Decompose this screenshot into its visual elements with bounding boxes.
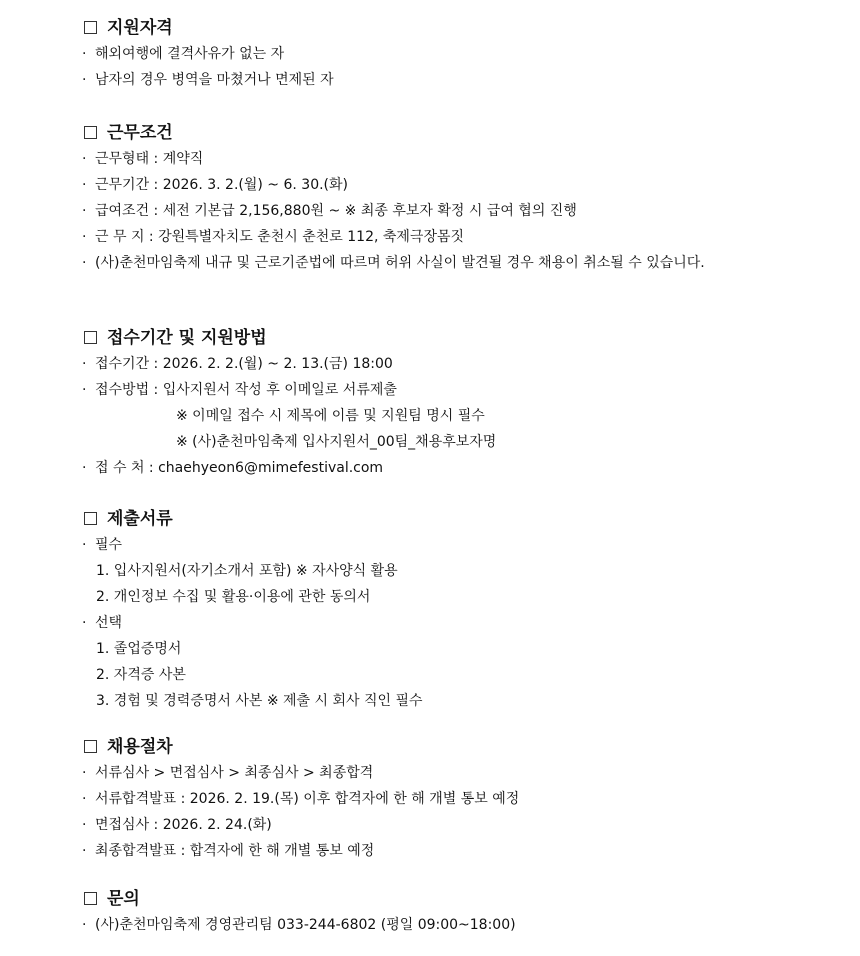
list-item-text: 근무형태 : 계약직 <box>95 151 204 167</box>
list-item <box>82 455 842 481</box>
section-process <box>82 734 842 864</box>
section-contact <box>82 886 842 938</box>
list-item-text: 선택 <box>95 615 123 631</box>
section-qualifications <box>82 15 842 93</box>
list-item <box>82 838 842 864</box>
list-item <box>82 198 842 224</box>
section-heading-text: 제출서류 <box>107 509 173 529</box>
list-item-text: 서류합격발표 : 2026. 2. 19.(목) 이후 합격자에 한 해 개별 통보 예정 <box>95 791 520 807</box>
bullet-icon: · <box>82 382 87 398</box>
list-item-text: 면접심사 : 2026. 2. 24.(화) <box>95 817 272 833</box>
list-item-text: 급여조건 : 세전 기본급 2,156,880원 ~ ※ 최종 후보자 확정 시 급여 협의 진행 <box>95 203 577 219</box>
bullet-icon: · <box>82 72 87 88</box>
section-heading-text: 근무조건 <box>107 123 173 143</box>
bullet-icon: · <box>82 615 87 631</box>
bullet-icon: · <box>82 791 87 807</box>
numbered-item: 2. 자격증 사본 <box>96 667 186 683</box>
list-item <box>82 812 842 838</box>
list-item-text: 서류심사 > 면접심사 > 최종심사 > 최종합격 <box>95 765 374 781</box>
list-item-text: 근 무 지 : 강원특별자치도 춘천시 춘천로 112, 축제극장몸짓 <box>95 229 465 245</box>
list-item <box>82 377 842 403</box>
section-heading <box>82 886 842 912</box>
numbered-item: 1. 입사지원서(자기소개서 포함) ※ 자사양식 활용 <box>96 563 398 579</box>
list-item-text: 접 수 처 : chaehyeon6@mimefestival.com <box>95 460 384 476</box>
bullet-icon: · <box>82 46 87 62</box>
note-line: ※ (사)춘천마임축제 입사지원서_00팀_채용후보자명 <box>176 434 497 450</box>
checkbox-square-icon <box>84 331 97 344</box>
list-item <box>82 532 842 558</box>
section-heading <box>82 506 842 532</box>
checkbox-square-icon <box>84 126 97 139</box>
section-application <box>82 325 842 481</box>
bullet-icon: · <box>82 255 87 271</box>
section-heading-text: 문의 <box>107 889 140 909</box>
section-documents <box>82 506 842 714</box>
bullet-icon: · <box>82 203 87 219</box>
bullet-icon: · <box>82 151 87 167</box>
list-item-text: 근무기간 : 2026. 3. 2.(월) ~ 6. 30.(화) <box>95 177 349 193</box>
list-item-text: 해외여행에 결격사유가 없는 자 <box>95 46 285 62</box>
bullet-icon: · <box>82 843 87 859</box>
note-line: ※ 이메일 접수 시 제목에 이름 및 지원팀 명시 필수 <box>176 408 485 424</box>
section-heading <box>82 734 842 760</box>
list-item <box>82 351 842 377</box>
list-item <box>82 224 842 250</box>
list-item <box>82 610 842 636</box>
bullet-icon: · <box>82 460 87 476</box>
list-item <box>82 172 842 198</box>
bullet-icon: · <box>82 177 87 193</box>
list-item-text: 접수방법 : 입사지원서 작성 후 이메일로 서류제출 <box>95 382 397 398</box>
list-item-text: 최종합격발표 : 합격자에 한 해 개별 통보 예정 <box>95 843 375 859</box>
list-item <box>82 67 842 93</box>
list-item <box>82 41 842 67</box>
list-item <box>82 250 842 276</box>
list-item-text: 접수기간 : 2026. 2. 2.(월) ~ 2. 13.(금) 18:00 <box>95 356 393 372</box>
bullet-icon: · <box>82 537 87 553</box>
list-item <box>82 912 842 938</box>
bullet-icon: · <box>82 917 87 933</box>
checkbox-square-icon <box>84 512 97 525</box>
bullet-icon: · <box>82 229 87 245</box>
section-heading <box>82 15 842 41</box>
list-item <box>82 786 842 812</box>
bullet-icon: · <box>82 356 87 372</box>
numbered-item: 3. 경험 및 경력증명서 사본 ※ 제출 시 회사 직인 필수 <box>96 693 423 709</box>
section-heading-text: 채용절차 <box>107 737 173 757</box>
section-heading <box>82 325 842 351</box>
section-heading-text: 접수기간 및 지원방법 <box>107 328 267 348</box>
list-item-text: (사)춘천마임축제 내규 및 근로기준법에 따르며 허위 사실이 발견될 경우 채용이 취소될 수 있습니다. <box>95 255 705 271</box>
list-item-text: 남자의 경우 병역을 마쳤거나 면제된 자 <box>95 72 334 88</box>
checkbox-square-icon <box>84 21 97 34</box>
list-item-text: 필수 <box>95 537 123 553</box>
bullet-icon: · <box>82 817 87 833</box>
list-item <box>82 146 842 172</box>
section-heading <box>82 120 842 146</box>
section-work-conditions <box>82 120 842 276</box>
bullet-icon: · <box>82 765 87 781</box>
checkbox-square-icon <box>84 740 97 753</box>
checkbox-square-icon <box>84 892 97 905</box>
section-heading-text: 지원자격 <box>107 18 173 38</box>
numbered-item: 1. 졸업증명서 <box>96 641 182 657</box>
numbered-item: 2. 개인정보 수집 및 활용·이용에 관한 동의서 <box>96 589 371 605</box>
list-item-text: (사)춘천마임축제 경영관리팀 033-244-6802 (평일 09:00~18:00) <box>95 917 516 933</box>
list-item <box>82 760 842 786</box>
